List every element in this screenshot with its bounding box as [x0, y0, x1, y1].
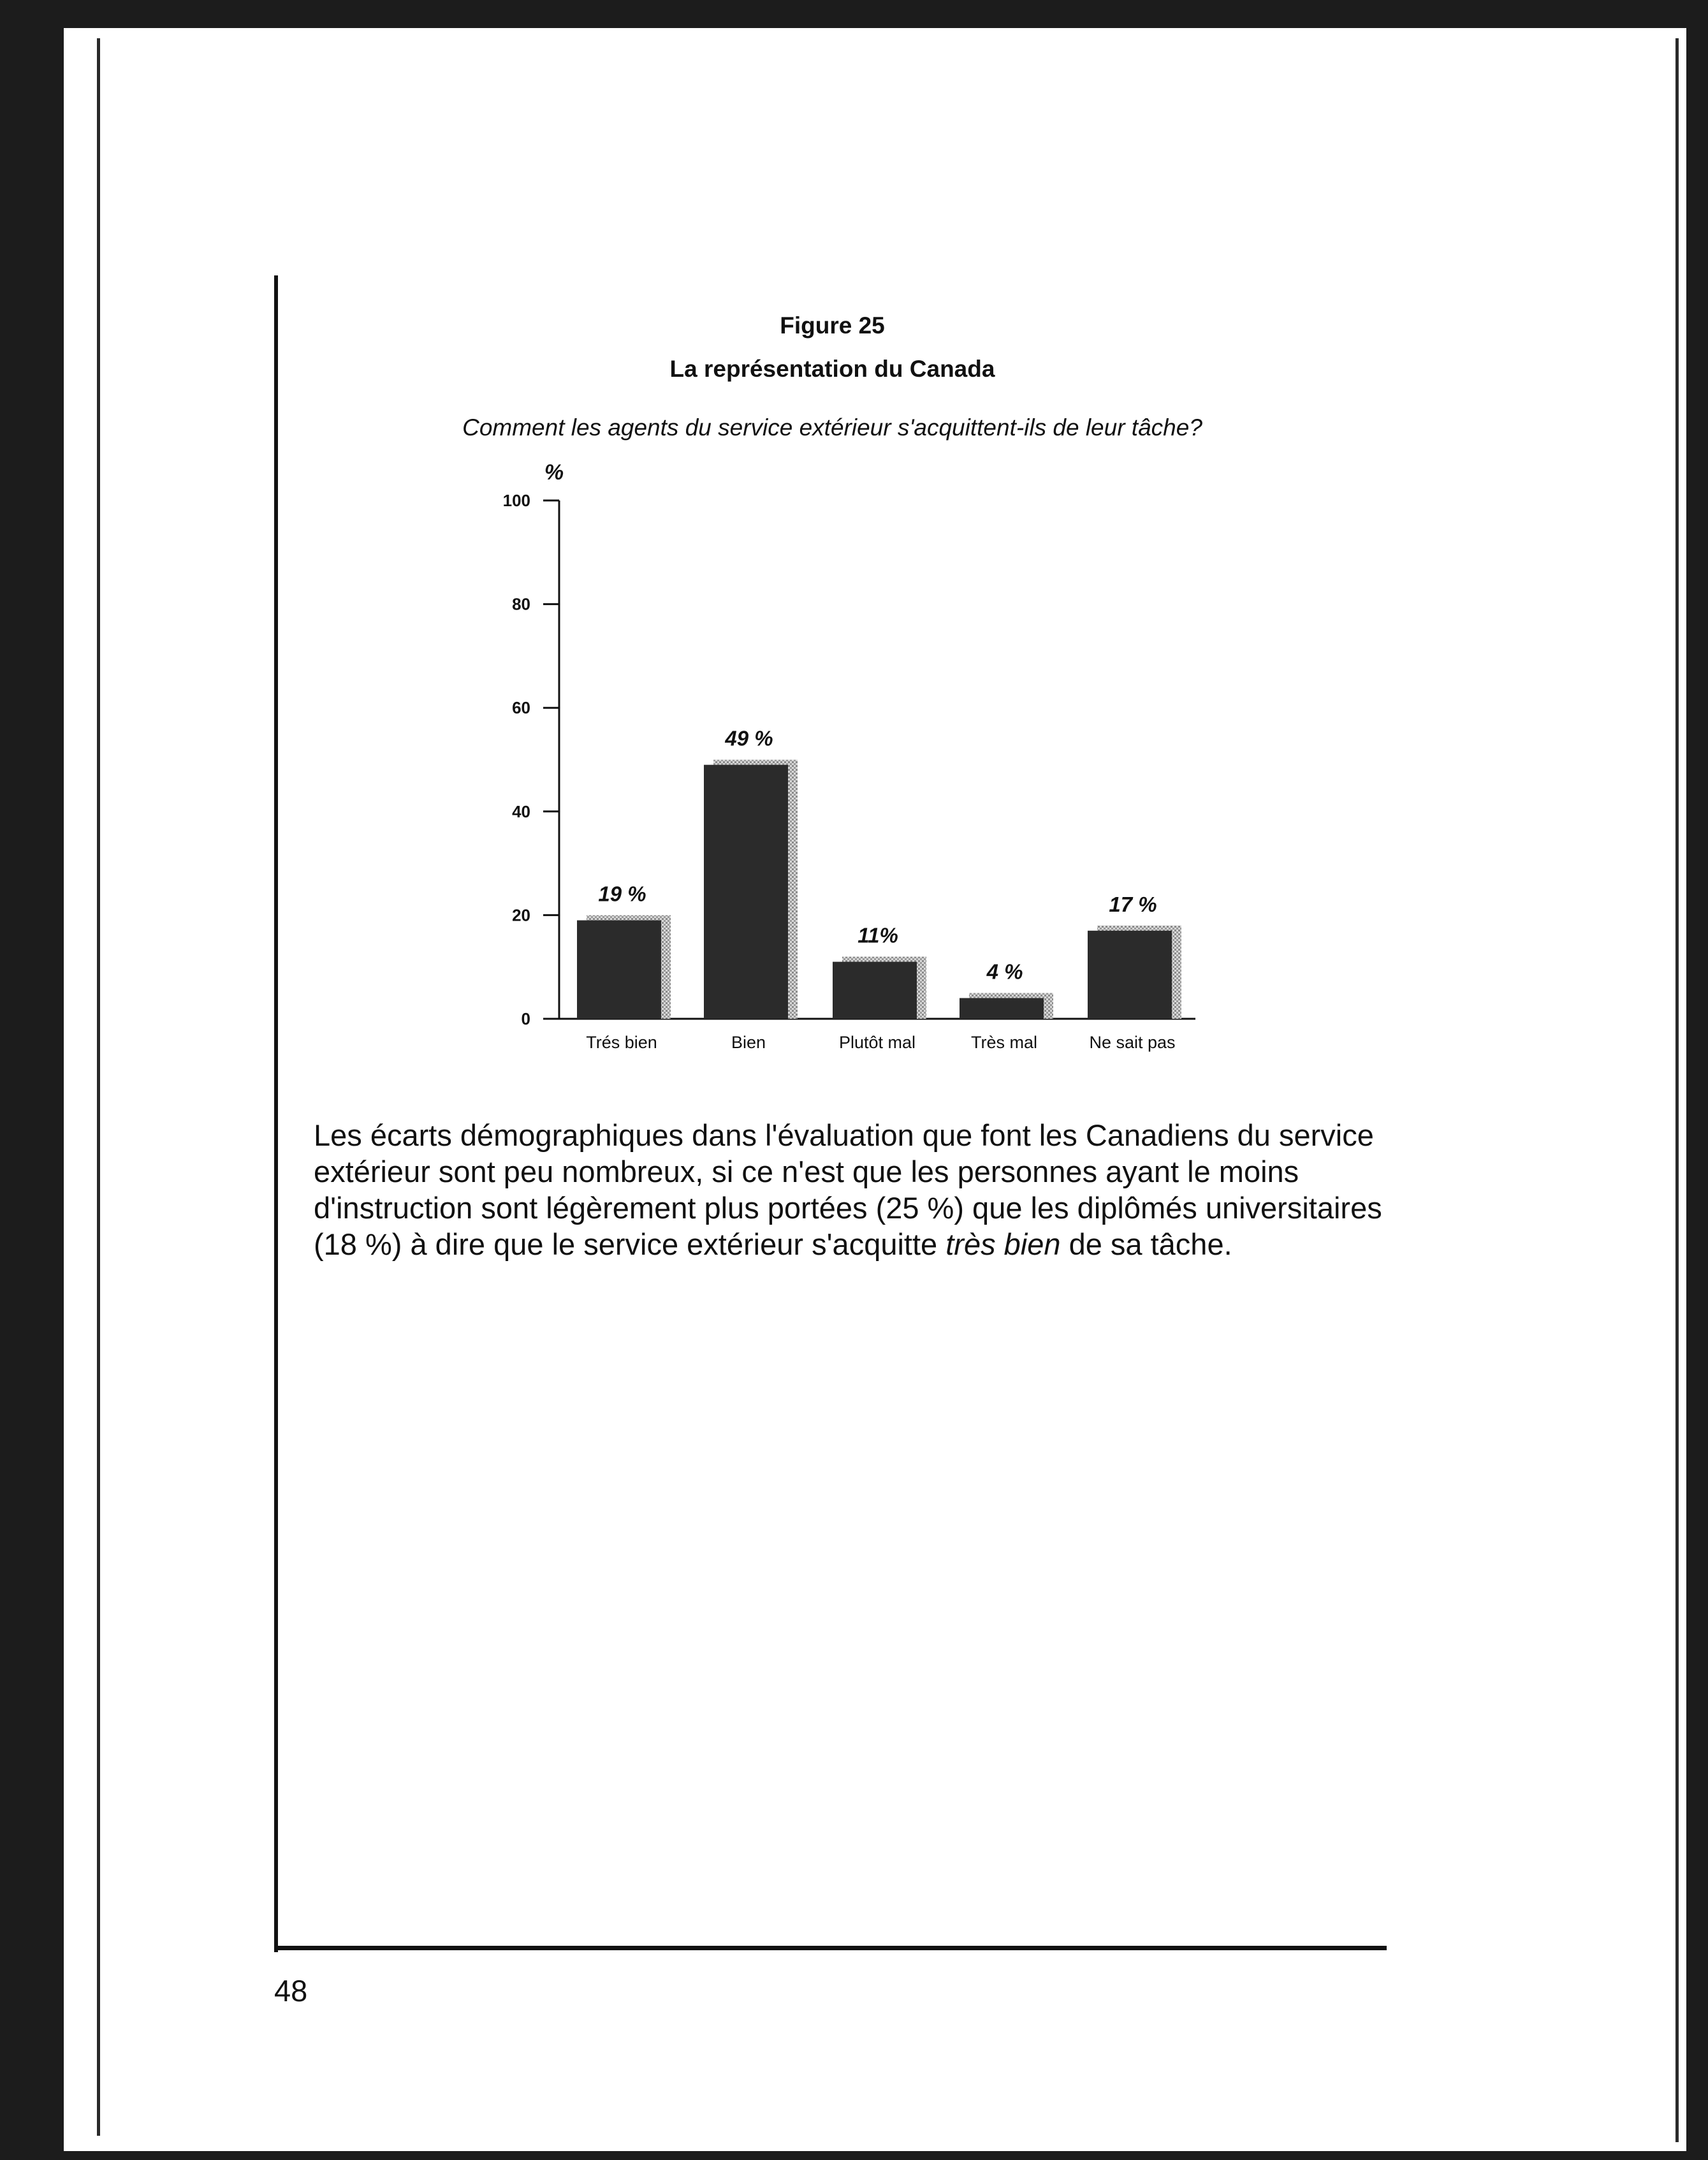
- bar-value-label: 49 %: [725, 726, 773, 750]
- y-tick-label: 80: [512, 594, 530, 614]
- body-text-start: Les écarts démographiques dans l'évaluation que font les Canadiens du service extérieur sont peu nombreux, si ce n'est que les personnes ayant le moins d'instruction sont légèrement plus portées (25 %) que les diplômés universitaires (18 %) à dire que le service extérieur s'acquitte: [314, 1118, 1382, 1261]
- x-category-label: Bien: [731, 1033, 766, 1052]
- y-tick-label: 100: [502, 491, 530, 510]
- bar-value-label: 17 %: [1109, 892, 1157, 916]
- y-tick-label: 20: [512, 905, 530, 925]
- figure-number: Figure 25: [780, 312, 885, 339]
- body-paragraph: [314, 1117, 1398, 1262]
- body-text-end: de sa tâche.: [1060, 1227, 1232, 1261]
- y-tick-label: 0: [521, 1009, 530, 1028]
- y-tick-label: 60: [512, 698, 530, 718]
- body-text-emphasis: très bien: [945, 1227, 1061, 1261]
- x-category-label: Ne sait pas: [1089, 1033, 1176, 1052]
- bar-value-label: 11%: [858, 923, 898, 947]
- page-sheet: [64, 28, 1686, 2151]
- binding-edge-left: [97, 38, 100, 2136]
- y-tick-label: 40: [512, 801, 530, 821]
- x-category-label: Plutôt mal: [838, 1033, 916, 1052]
- page-number: 48: [274, 1974, 308, 2008]
- x-category-label: Trés bien: [586, 1033, 657, 1052]
- bar-value-label: 4 %: [986, 960, 1023, 984]
- figure-title: La représentation du Canada: [669, 356, 995, 382]
- y-axis-label: %: [544, 460, 564, 485]
- figure-question: Comment les agents du service extérieur s'acquittent-ils de leur tâche?: [462, 414, 1202, 441]
- bar-value-label: 19 %: [598, 882, 646, 906]
- x-category-label: Très mal: [970, 1033, 1038, 1052]
- frame-horizontal-rule: [274, 1946, 1387, 1950]
- binding-edge-right: [1675, 38, 1679, 2142]
- frame-vertical-rule: [274, 275, 278, 1952]
